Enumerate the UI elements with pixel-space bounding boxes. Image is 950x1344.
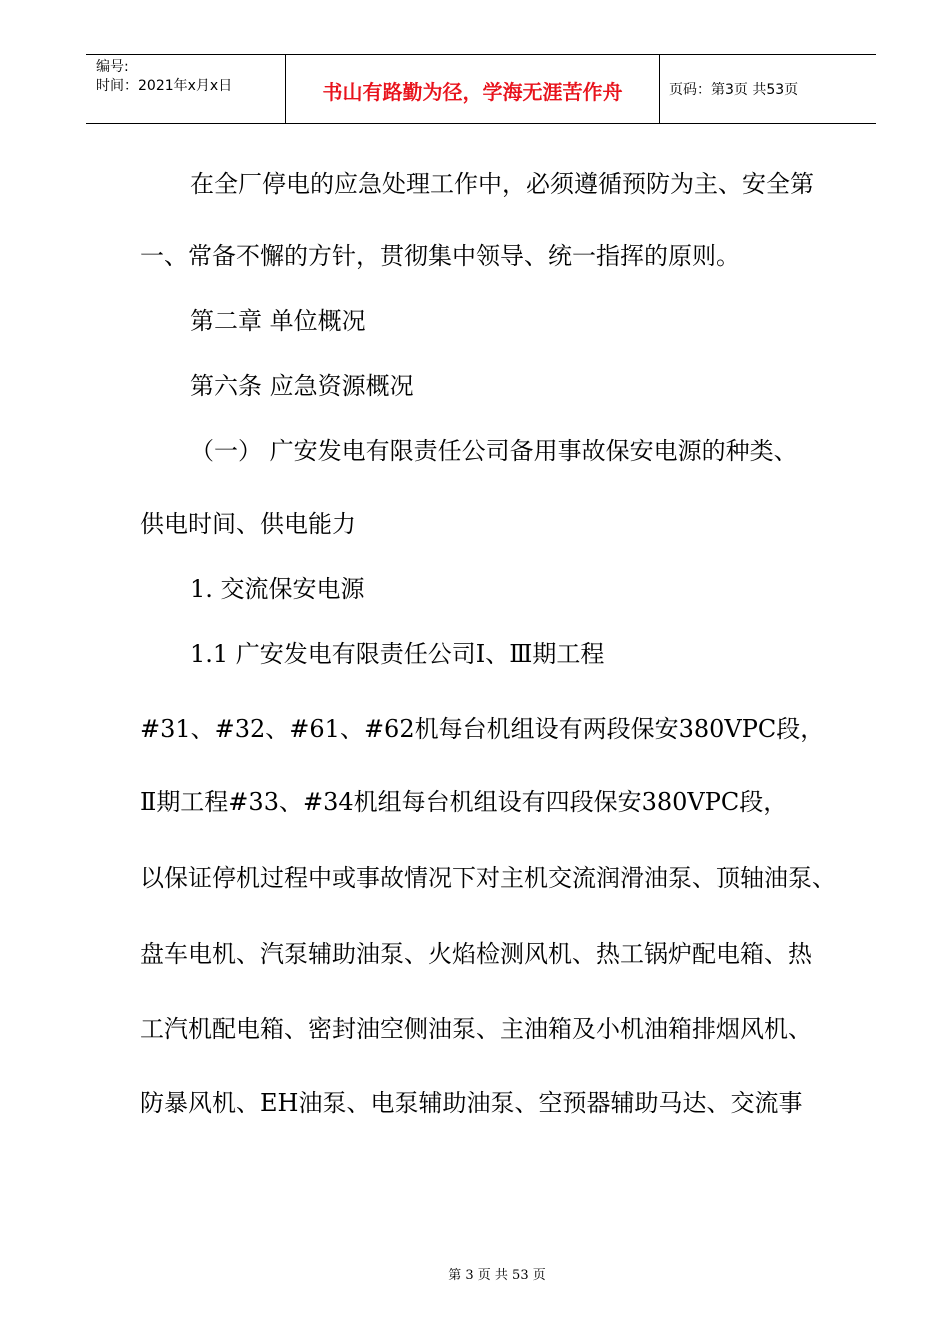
paragraph-line: 供电时间、供电能力 <box>140 510 356 538</box>
page-number-label: 页码：第3页 共53页 <box>669 82 799 98</box>
paragraph-line: 工汽机配电箱、密封油空侧油泵、主油箱及小机油箱排烟风机、 <box>140 1015 812 1043</box>
document-number-label: 编号: <box>96 59 129 75</box>
page-header <box>86 54 876 124</box>
paragraph-line: #31、#32、#61、#62机每台机组设有两段保安380VPC段， <box>140 715 825 743</box>
article-heading: 第六条 应急资源概况 <box>190 372 414 400</box>
header-meta <box>86 55 286 123</box>
header-page-info <box>660 55 876 123</box>
chapter-heading: 第二章 单位概况 <box>190 307 366 335</box>
subsection-heading: 1.1 广安发电有限责任公司Ⅰ、Ⅲ期工程 <box>190 640 605 668</box>
paragraph-line: 一、常备不懈的方针，贯彻集中领导、统一指挥的原则。 <box>140 242 740 270</box>
motto-text: 书山有路勤为径，学海无涯苦作舟 <box>322 79 623 104</box>
page-footer <box>0 1267 950 1285</box>
paragraph-line: 在全厂停电的应急处理工作中，必须遵循预防为主、安全第 <box>190 170 814 198</box>
header-motto <box>286 55 660 123</box>
paragraph-line: 防暴风机、EH油泵、电泵辅助油泵、空预器辅助马达、交流事 <box>140 1089 803 1117</box>
subsection-heading: 1. 交流保安电源 <box>190 575 365 603</box>
paragraph-line: 盘车电机、汽泵辅助油泵、火焰检测风机、热工锅炉配电箱、热 <box>140 940 812 968</box>
section-heading: （一） 广安发电有限责任公司备用事故保安电源的种类、 <box>190 437 798 465</box>
document-date-label: 时间：2021年x月x日 <box>96 78 233 94</box>
footer-page-number: 第 3 页 共 53 页 <box>448 1268 546 1283</box>
paragraph-line: Ⅱ期工程#33、#34机组每台机组设有四段保安380VPC段， <box>140 788 788 816</box>
paragraph-line: 以保证停机过程中或事故情况下对主机交流润滑油泵、顶轴油泵、 <box>140 864 836 892</box>
